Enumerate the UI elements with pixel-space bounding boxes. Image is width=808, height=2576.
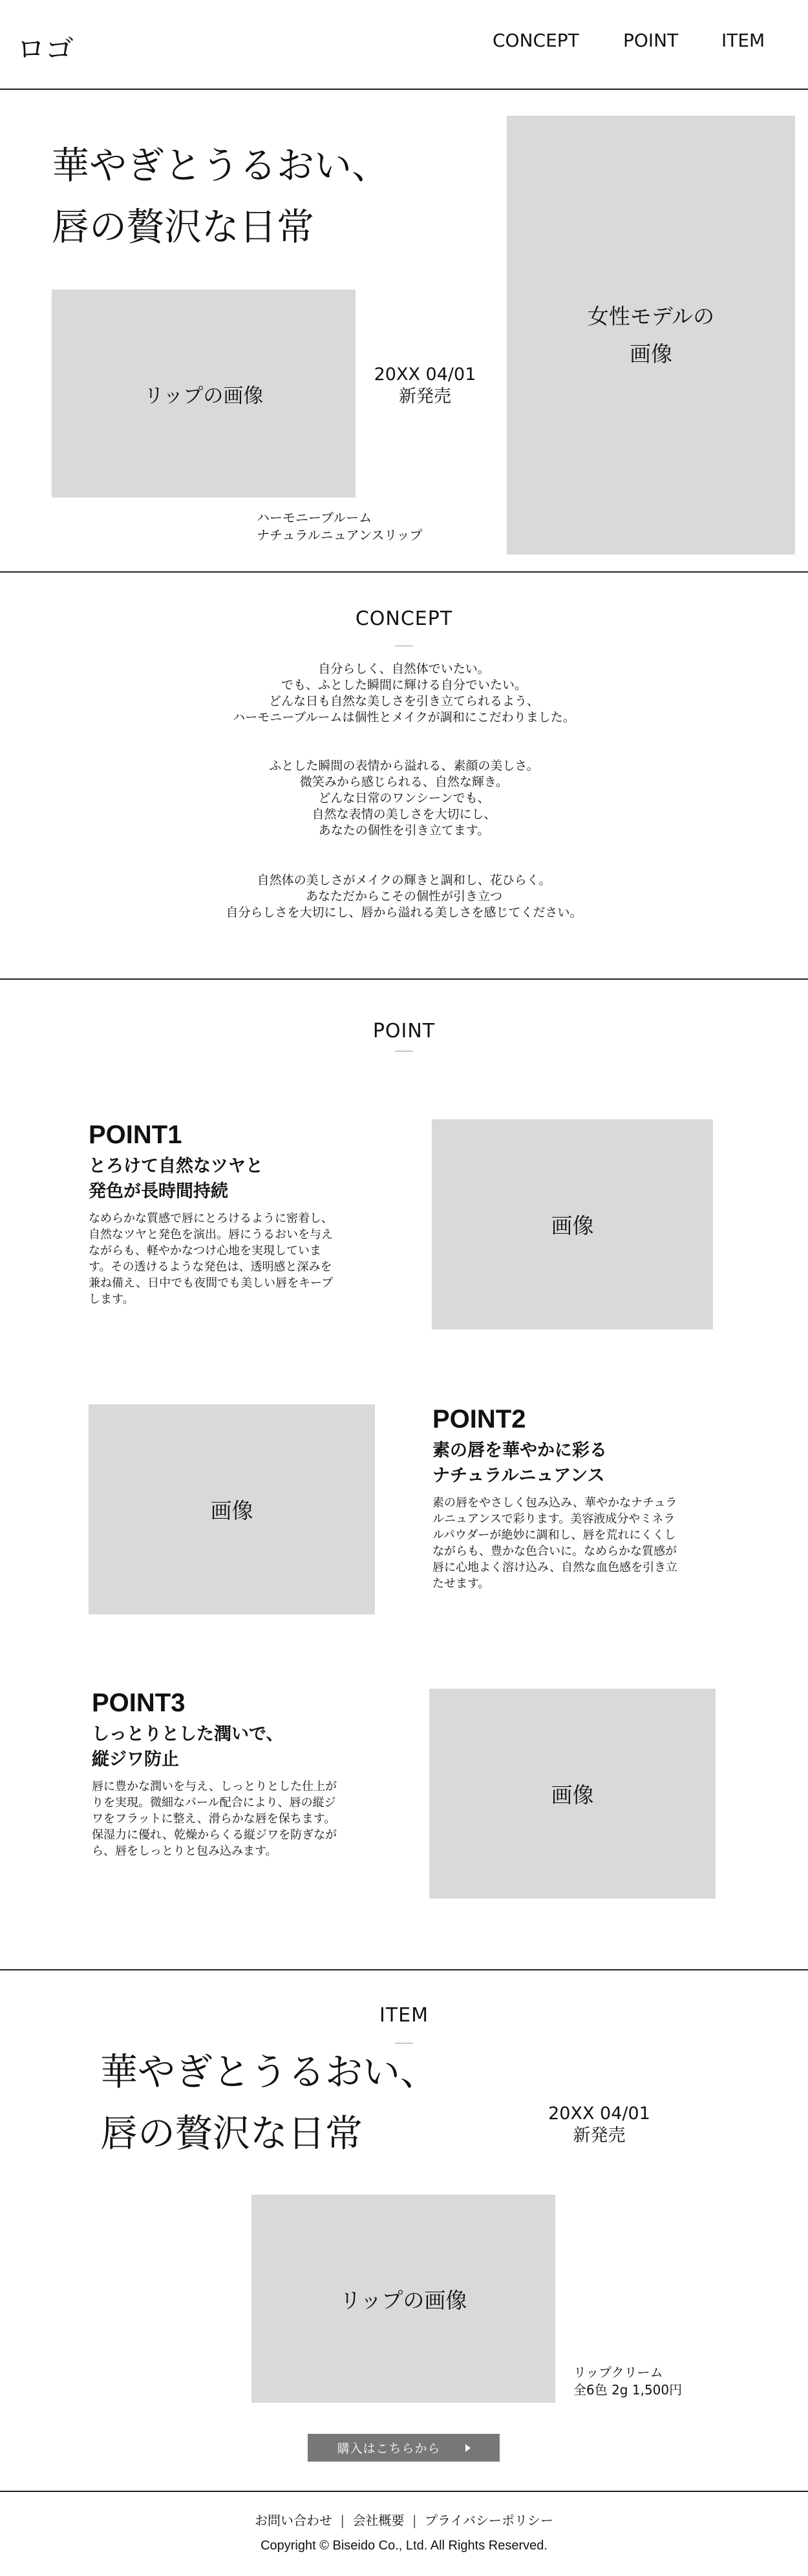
item-release — [538, 2103, 661, 2147]
point1-heading — [89, 1154, 379, 1204]
point-text-line: 唇に心地よく溶け込み、自然な血色感を引き立 — [432, 1561, 678, 1574]
concept-paragraph-2 — [0, 758, 808, 839]
nav-item[interactable]: ITEM — [721, 30, 765, 51]
concept-paragraph-1 — [0, 661, 808, 726]
site-header — [0, 0, 808, 89]
point-text-line: ら、唇をしっとりと包み込みます。 — [92, 1844, 277, 1858]
hero-copy — [52, 135, 389, 258]
point-text-line: 保湿力に優れ、乾燥からくる縦ジワを防ぎなが — [92, 1828, 337, 1842]
item-product-info — [573, 2364, 682, 2399]
concept-line: どんな日常のワンシーンでも、 — [318, 791, 490, 805]
point2-description — [432, 1495, 723, 1592]
hero-release — [365, 364, 485, 408]
point3-description — [92, 1779, 383, 1859]
point-text-line: 自然なツヤと発色を演出。唇にうるおいを与え — [89, 1228, 333, 1241]
concept-line: 微笑みから感じられる、自然な輝き。 — [299, 775, 509, 789]
point-text-line: 素の唇をやさしく包み込み、華やかなナチュラ — [432, 1496, 677, 1510]
point2-heading-line1: 素の唇を華やかに彩る — [432, 1441, 607, 1461]
hero-copy-line2: 唇の贅沢な日常 — [52, 205, 315, 249]
point-text-line: ながらも、軽やかなつけ心地を実現していま — [89, 1244, 321, 1258]
point2-text-block — [432, 1405, 723, 1592]
point3-text-block — [92, 1689, 383, 1859]
buy-button-label: 購入はこちらから — [337, 2442, 441, 2456]
footer-link-privacy[interactable]: プライバシーポリシー — [424, 2513, 553, 2528]
point1-text-block — [89, 1121, 379, 1307]
point-text-line: 兼ね備え、日中でも夜間でも美しい唇をキープ — [89, 1276, 334, 1290]
point-text-line: 唇に豊かな潤いを与え、しっとりとした仕上が — [92, 1780, 337, 1793]
concept-line: どんな日も自然な美しさを引き立てられるよう、 — [268, 694, 539, 708]
nav-concept[interactable]: CONCEPT — [493, 30, 579, 51]
item-release-label: 新発売 — [573, 2126, 626, 2146]
point3-number: POINT3 — [92, 1689, 186, 1717]
point-text-line: します。 — [89, 1293, 134, 1306]
lip-image-label: リップの画像 — [144, 384, 264, 408]
point-text-line: ワをフラットに整え、滑らかな唇を保ちます。 — [92, 1812, 336, 1826]
point-text-line: ながらも、豊かな色合いに。なめらかな質感が — [432, 1545, 677, 1558]
item-product-name: リップクリーム — [573, 2365, 663, 2380]
hero-release-label: 新発売 — [399, 386, 451, 406]
concept-paragraph-3 — [0, 872, 808, 921]
concept-line: 自分らしく、自然体でいたい。 — [318, 662, 490, 676]
copyright: Copyright © Biseido Co., Ltd. All Rights Reserved. — [260, 2539, 548, 2553]
hero-section — [0, 90, 808, 571]
point3-heading — [92, 1722, 383, 1772]
concept-line: 自然体の美しさがメイクの輝きと調和し、花ひらく。 — [257, 873, 551, 887]
point-text-line: たせます。 — [432, 1577, 490, 1590]
item-release-date: 20XX 04/01 — [548, 2104, 650, 2124]
point2-image-placeholder — [89, 1404, 375, 1614]
concept-line: ハーモニーブルームは個性とメイクが調和にこだわりました。 — [233, 710, 575, 724]
item-section — [0, 1970, 808, 2491]
item-lip-image-placeholder — [251, 2195, 555, 2403]
item-copy-line2: 唇の贅沢な日常 — [100, 2111, 363, 2155]
logo[interactable]: ロゴ — [17, 33, 74, 66]
concept-line: 自分らしさを大切にし、唇から溢れる美しさを感じてください。 — [226, 905, 582, 920]
footer-link-separator: | — [412, 2513, 417, 2528]
point2-image-label: 画像 — [210, 1498, 253, 1523]
point-text-line: ルパウダーが絶妙に調和し、唇を荒れにくくし — [432, 1528, 676, 1542]
hero-product-line2: ナチュラルニュアンスリップ — [257, 527, 423, 543]
footer-link-company[interactable]: 会社概要 — [352, 2513, 405, 2528]
point1-number: POINT1 — [89, 1121, 182, 1149]
point3-image-placeholder — [429, 1689, 716, 1899]
footer-link-contact[interactable]: お問い合わせ — [255, 2513, 333, 2528]
point3-image-label: 画像 — [551, 1782, 594, 1808]
footer-link-separator: | — [340, 2513, 345, 2528]
point-section — [0, 980, 808, 1969]
concept-title: CONCEPT — [355, 607, 453, 630]
point1-heading-line2: 発色が長時間持続 — [89, 1181, 228, 1201]
item-copy-line1: 華やぎとうるおい、 — [100, 2050, 438, 2094]
nav-point[interactable]: POINT — [623, 30, 679, 51]
point-text-line: りを実現。微細なパール配合により、唇の縦ジ — [92, 1796, 336, 1810]
footer-links — [0, 2510, 808, 2529]
lip-image-placeholder — [52, 290, 356, 498]
point-text-line: ルニュアンスで彩ります。美容液成分やミネラ — [432, 1512, 675, 1526]
point1-image-placeholder — [432, 1119, 713, 1329]
concept-line: ふとした瞬間の表情から溢れる、素顔の美しさ。 — [269, 759, 539, 773]
concept-line: でも、ふとした瞬間に輝ける自分でいたい。 — [281, 678, 527, 692]
concept-section — [0, 573, 808, 978]
item-product-spec: 全6色 2g 1,500円 — [573, 2382, 683, 2398]
point-text-line: す。その透けるような発色は、透明感と深みを — [89, 1260, 332, 1274]
point1-description — [89, 1210, 379, 1307]
hero-product-line1: ハーモニーブルーム — [257, 510, 372, 525]
point-text-line: なめらかな質感で唇にとろけるように密着し、 — [89, 1212, 333, 1225]
item-lip-image-label: リップの画像 — [339, 2287, 467, 2313]
arrow-right-icon — [465, 2444, 471, 2452]
model-image-line1: 女性モデルの — [587, 303, 715, 329]
item-copy — [100, 2042, 438, 2164]
point3-heading-line2: 縦ジワ防止 — [92, 1749, 179, 1769]
concept-line: 自然な表情の美しさを大切にし、 — [312, 807, 496, 821]
model-image-line2: 画像 — [629, 341, 672, 366]
concept-line: あなたの個性を引き立てます。 — [318, 823, 490, 838]
hero-product-name — [257, 509, 423, 544]
concept-line: あなただからこその個性が引き立つ — [305, 889, 502, 903]
hero-copy-line1: 華やぎとうるおい、 — [52, 143, 390, 187]
point2-heading — [432, 1438, 723, 1488]
hero-release-date: 20XX 04/01 — [374, 364, 476, 385]
point1-heading-line1: とろけて自然なツヤと — [89, 1156, 263, 1176]
buy-button[interactable] — [308, 2434, 500, 2462]
point3-heading-line1: しっとりとした潤いで、 — [92, 1724, 284, 1744]
point-title: POINT — [372, 1020, 436, 1042]
site-footer — [0, 2492, 808, 2576]
point2-heading-line2: ナチュラルニュアンス — [432, 1466, 605, 1486]
point1-image-label: 画像 — [551, 1213, 594, 1238]
item-title: ITEM — [379, 2004, 429, 2027]
point2-number: POINT2 — [432, 1405, 526, 1433]
model-image-placeholder — [507, 116, 795, 554]
